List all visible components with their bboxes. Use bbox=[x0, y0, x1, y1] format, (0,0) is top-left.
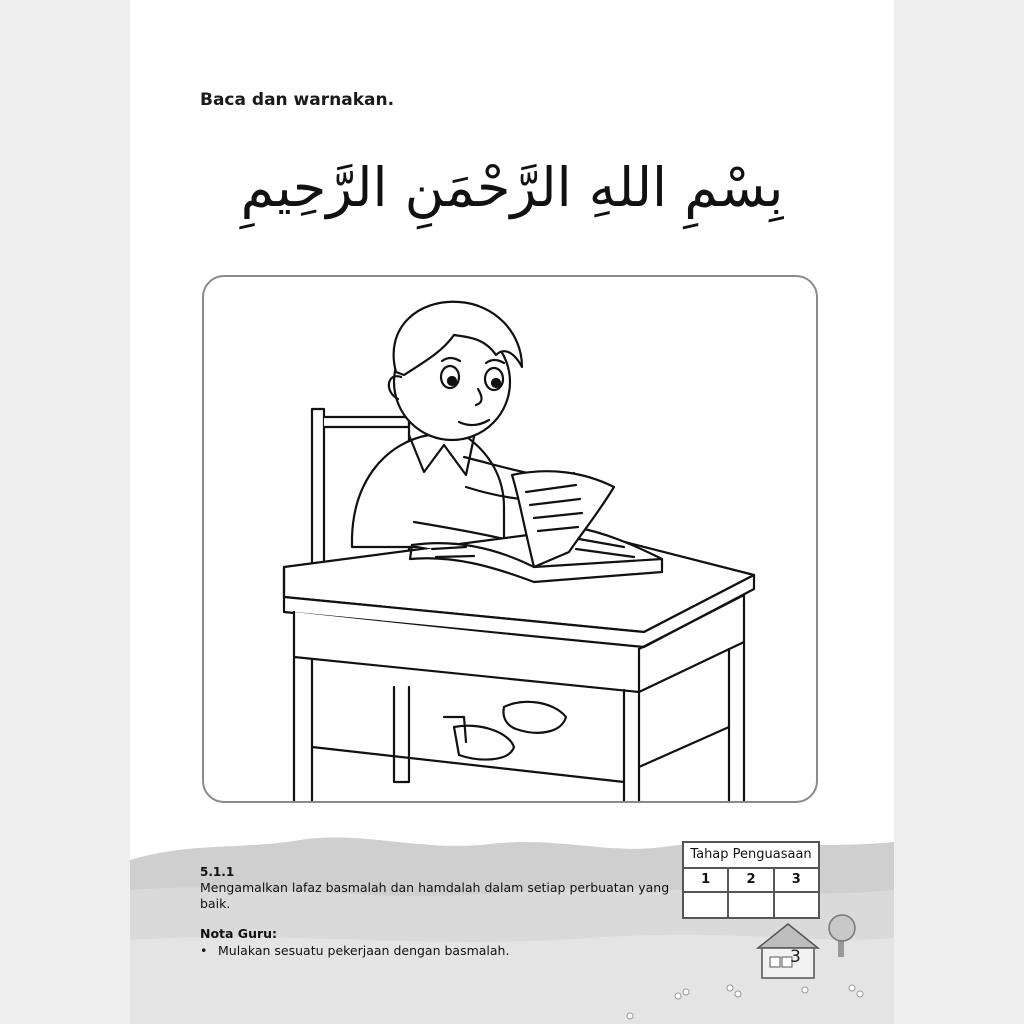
mastery-checkbox[interactable] bbox=[684, 893, 729, 917]
teacher-note-text: Mulakan sesuatu pekerjaan dengan basmalah. bbox=[218, 943, 510, 958]
mastery-checkbox-row bbox=[684, 893, 818, 917]
page-number: 3 bbox=[790, 947, 801, 967]
mastery-level-table bbox=[682, 841, 820, 919]
mastery-level-label: 3 bbox=[775, 869, 818, 893]
instruction-text: Baca dan warnakan. bbox=[200, 90, 395, 110]
worksheet-page bbox=[130, 0, 894, 1024]
teacher-note-title: Nota Guru: bbox=[200, 926, 278, 941]
standard-code: 5.1.1 bbox=[200, 865, 235, 879]
boy-reading-illustration bbox=[204, 277, 816, 801]
mastery-level-label: 1 bbox=[684, 869, 729, 893]
mastery-levels-row bbox=[684, 869, 818, 893]
learning-objective: Mengamalkan lafaz basmalah dan hamdalah dalam setiap perbuatan yang baik. bbox=[200, 880, 670, 912]
illustration-frame bbox=[202, 275, 818, 803]
basmalah-arabic-text: بِسْمِ اللهِ الرَّحْمَنِ الرَّحِيمِ bbox=[240, 156, 784, 219]
mastery-level-label: 2 bbox=[729, 869, 774, 893]
bullet-icon: • bbox=[200, 943, 208, 958]
mastery-checkbox[interactable] bbox=[729, 893, 774, 917]
mastery-table-title: Tahap Penguasaan bbox=[684, 843, 818, 869]
teacher-note-item bbox=[200, 943, 509, 958]
mastery-checkbox[interactable] bbox=[775, 893, 818, 917]
